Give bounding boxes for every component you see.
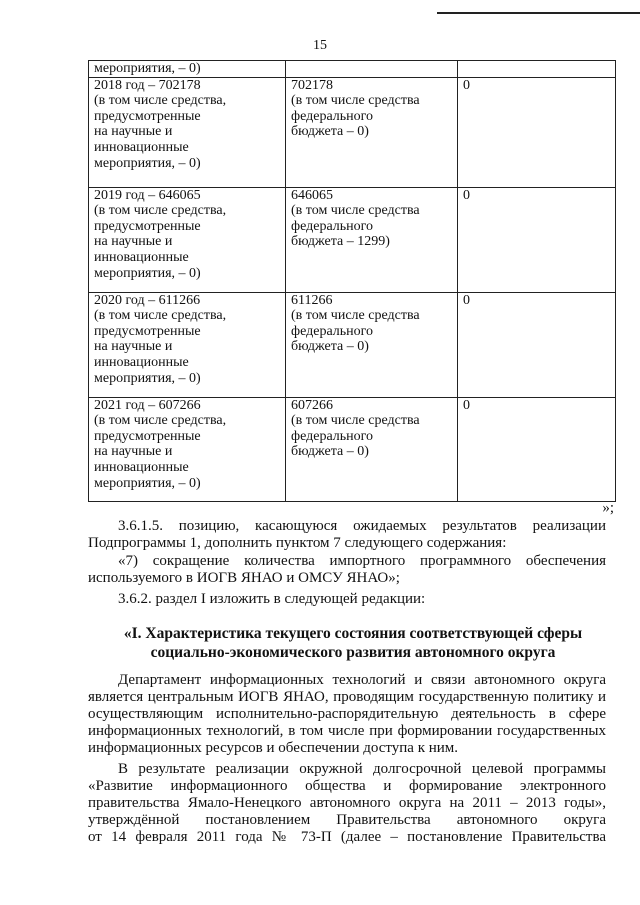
table-cell: 0: [458, 397, 616, 501]
table-cell: 702178 (в том числе средства федерального бюджета – 0): [286, 77, 458, 187]
funding-table: [88, 60, 616, 502]
table-cell: 607266 (в том числе средства федерального бюджета – 0): [286, 397, 458, 501]
table-cell: мероприятия, – 0): [89, 61, 286, 78]
paragraph-department: Департамент информационных технологий и связи автономного округа является центральным ИОГВ ЯНАО, проводящим государственную политику и осуществляющим исполнительно-распорядительную деятельность в сфере информационных технологий, в том числе при формировании государственных информационных ресурсов и обеспечении доступа к ним.: [88, 672, 606, 756]
table-cell: 611266 (в том числе средства федерального бюджета – 0): [286, 292, 458, 397]
table-row: [89, 187, 616, 292]
table-cell: 0: [458, 77, 616, 187]
table-row: [89, 77, 616, 187]
page-number: 15: [313, 38, 327, 53]
table-cell: 2021 год – 607266 (в том числе средства, предусмотренные на научные и инновационные мероприятия, – 0): [89, 397, 286, 501]
table-row: [89, 397, 616, 501]
table-cell: 0: [458, 292, 616, 397]
scan-edge-line: [437, 12, 640, 14]
table-cell: 2018 год – 702178 (в том числе средства, предусмотренные на научные и инновационные мероприятия, – 0): [89, 77, 286, 187]
table-cell: 2019 год – 646065 (в том числе средства, предусмотренные на научные и инновационные мероприятия, – 0): [89, 187, 286, 292]
paragraph-3-6-2: 3.6.2. раздел I изложить в следующей редакции:: [118, 591, 426, 607]
table-row-continuation: [89, 61, 616, 78]
table-cell: 2020 год – 611266 (в том числе средства, предусмотренные на научные и инновационные мероприятия, – 0): [89, 292, 286, 397]
paragraph-3-6-1-5: 3.6.1.5. позицию, касающуюся ожидаемых результатов реализации Подпрограммы 1, дополнить пунктом 7 следующего содержания:: [88, 518, 606, 551]
section-heading: «I. Характеристика текущего состояния соответствующей сферы социально-экономического развития автономного округа: [123, 625, 583, 661]
paragraph-program-results: В результате реализации окружной долгосрочной целевой программы «Развитие информационного общества и формирование электронного правительства Ямало-Ненецкого автономного округа на 2011 – 2013 годы», утверждённой постановлением Правительства автономного округа от 14 февраля 2011 года № 73-П (далее – постановление Правительства: [88, 761, 606, 845]
table-cell: 0: [458, 187, 616, 292]
table-cell: [458, 61, 616, 78]
closing-quote: »;: [602, 500, 614, 516]
paragraph-item-7: «7) сокращение количества импортного программного обеспечения используемого в ИОГВ ЯНАО и ОМСУ ЯНАО»;: [88, 553, 606, 586]
table-cell: [286, 61, 458, 78]
table-row: [89, 292, 616, 397]
table-cell: 646065 (в том числе средства федерального бюджета – 1299): [286, 187, 458, 292]
